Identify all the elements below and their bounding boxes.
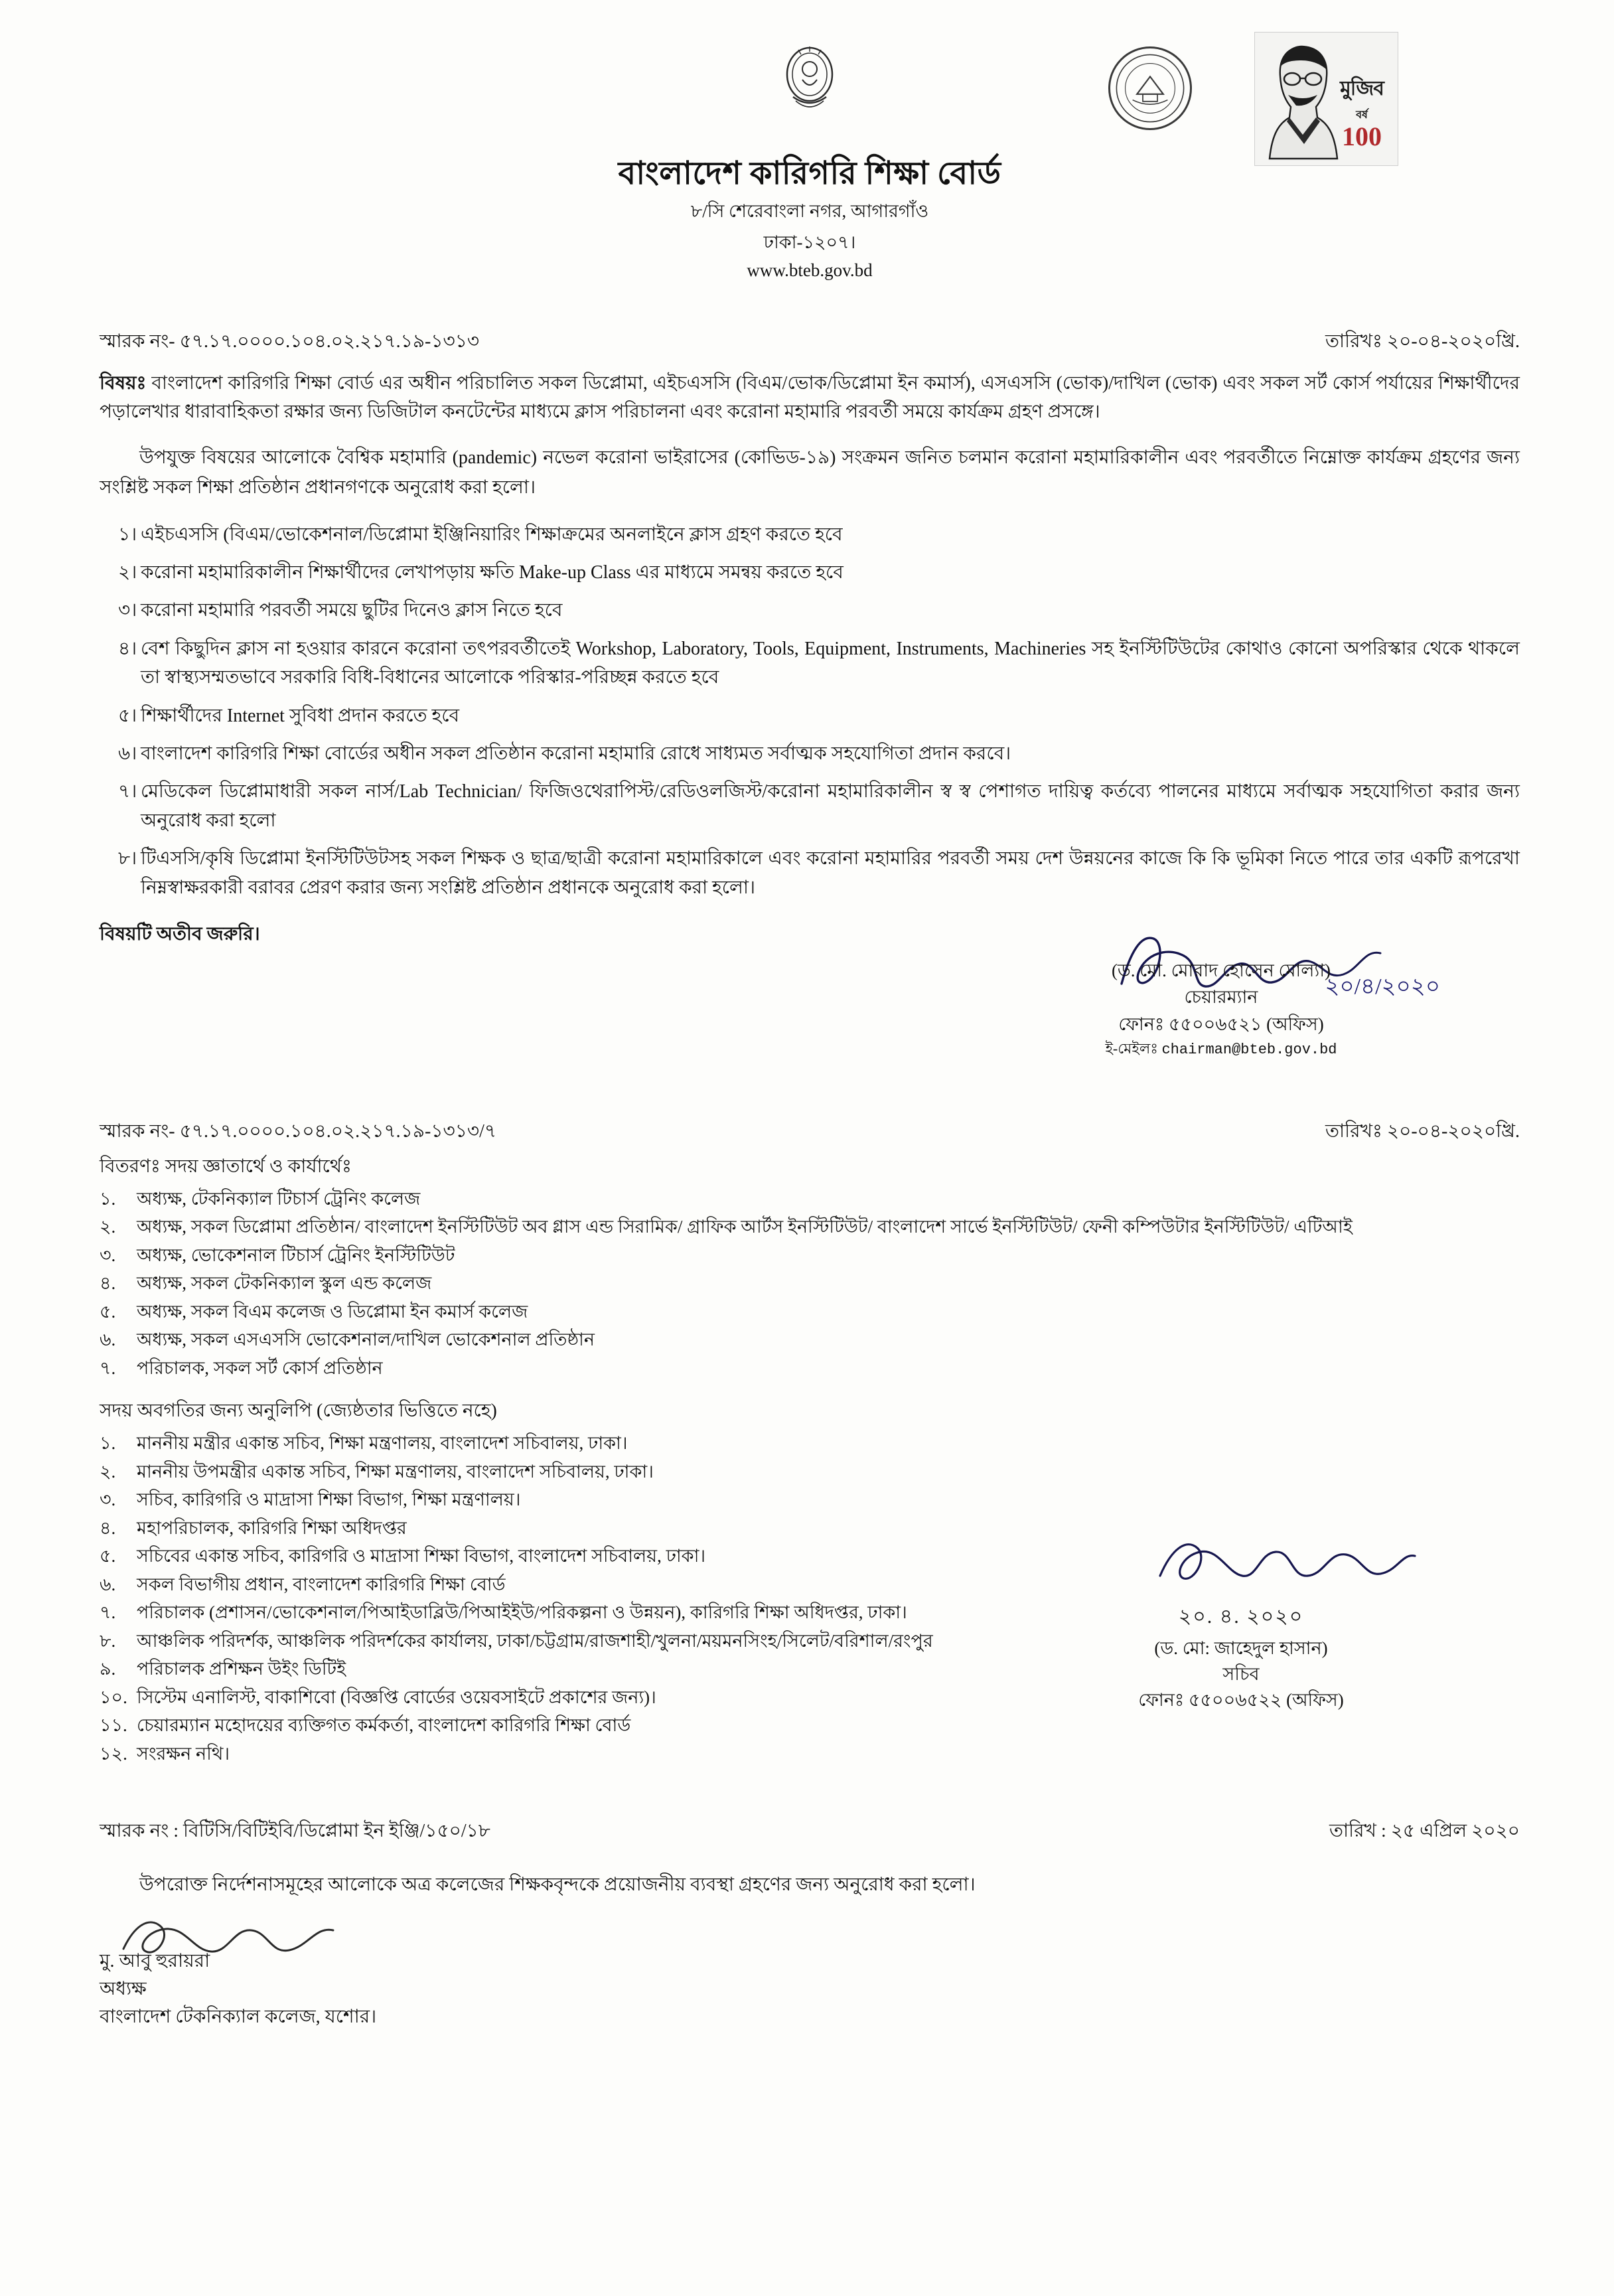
- list-item: [100, 1326, 1520, 1353]
- distribution-number: ৪.: [100, 1273, 116, 1294]
- chairman-name: (ড. মো. মোরাদ হোসেন মোল্যা): [1111, 960, 1331, 980]
- secretary-signature-date: ২০. ৪. ২০২০: [1178, 1606, 1304, 1628]
- principal-signature-icon: [119, 1910, 338, 1970]
- distribution-reference-row: [100, 1116, 1520, 1148]
- copy-text: আঞ্চলিক পরিদর্শক, আঞ্চলিক পরিদর্শকের কার্যালয়, ঢাকা/চট্টগ্রাম/রাজশাহী/খুলনা/ময়মনসিংহ/সিলেট/বরিশাল/রংপুর: [137, 1630, 933, 1651]
- distribution-text: অধ্যক্ষ, সকল এসএসসি ভোকেশনাল/দাখিল ভোকেশনাল প্রতিষ্ঠান: [137, 1330, 595, 1350]
- directive-number: ৪।: [118, 638, 137, 659]
- chairman-signature-date: ২০/৪/২০২০: [1325, 974, 1440, 999]
- subject-line: [100, 370, 1520, 426]
- mujib-line-3: 100: [1342, 121, 1382, 151]
- distribution-heading: বিতরণঃ সদয় জ্ঞাতার্থে ও কার্যার্থেঃ: [100, 1156, 352, 1177]
- list-item: [100, 558, 1520, 587]
- copy-text: মাননীয় উপমন্ত্রীর একান্ত সচিব, শিক্ষা মন্ত্রণালয়, বাংলাদেশ সচিবালয়, ঢাকা।: [137, 1461, 654, 1482]
- directive-number: ১।: [118, 524, 137, 545]
- list-item: [100, 1298, 1520, 1326]
- list-item: [100, 1186, 1520, 1213]
- mujib-borsho-text: [1330, 72, 1394, 149]
- list-item: [100, 635, 1520, 692]
- directive-number: ৬।: [118, 743, 137, 765]
- copy-text: মহাপরিচালক, কারিগরি শিক্ষা অধিদপ্তর: [137, 1517, 407, 1538]
- secretary-signature-icon: [1155, 1529, 1420, 1599]
- principal-name: মু. আবু হুরায়রা: [100, 1951, 210, 1972]
- urgent-note: বিষয়টি অতীব জরুরি।: [100, 923, 260, 945]
- distribution-list: [100, 1186, 1520, 1382]
- list-item: [100, 1486, 1520, 1513]
- distribution-text: অধ্যক্ষ, টেকনিক্যাল টিচার্স ট্রেনিং কলেজ: [137, 1188, 421, 1209]
- secretary-phone: ফোনঃ ৫৫০০৬৫২২ (অফিস): [1138, 1690, 1344, 1711]
- chairman-phone: ফোনঃ ৫৫০০৬৫২১ (অফিস): [1118, 1014, 1324, 1034]
- list-item: [100, 1213, 1520, 1241]
- copy-number: ১০.: [100, 1687, 127, 1707]
- copy-text: সকল বিভাগীয় প্রধান, বাংলাদেশ কারিগরি শিক্ষা বোর্ড: [137, 1574, 506, 1594]
- bangladesh-govt-emblem-icon: [773, 40, 846, 119]
- footer-reference-row: [100, 1816, 1520, 1847]
- list-item: [100, 1270, 1520, 1297]
- distribution-text: অধ্যক্ষ, সকল বিএম কলেজ ও ডিপ্লোমা ইন কমার্স কলেজ: [137, 1301, 528, 1322]
- directive-text: বেশ কিছুদিন ক্লাস না হওয়ার কারনে করোনা তৎপরবর্তীতেই Workshop, Laboratory, Tools, Equipment, Instruments, Machineries সহ ইনস্টিটিউটের কোথাও কোনো অপরিস্কার থেকে থাকলে তা স্বাস্থ্যসম্মতভাবে সরকারি বিধি-বিধানের আলোকে পরিস্কার-পরিচ্ছন্ন করতে হবে: [141, 638, 1520, 688]
- copy-number: ৯.: [100, 1659, 116, 1679]
- principal-designation: অধ্যক্ষ: [100, 1979, 147, 2000]
- copy-text: চেয়ারম্যান মহোদয়ের ব্যক্তিগত কর্মকর্তা, বাংলাদেশ কারিগরি শিক্ষা বোর্ড: [137, 1715, 631, 1736]
- secretary-designation: সচিব: [1222, 1664, 1260, 1685]
- distribution-number: ১.: [100, 1188, 116, 1209]
- directive-text: করোনা মহামারিকালীন শিক্ষার্থীদের লেখাপড়ায় ক্ষতি Make-up Class এর মাধ্যমে সমন্বয় করতে হবে: [141, 562, 844, 583]
- board-seal-icon: [1108, 46, 1192, 130]
- distribution-number: ২.: [100, 1217, 116, 1237]
- subject-label: বিষয়ঃ: [100, 373, 147, 394]
- letterhead: [100, 27, 1520, 312]
- organization-name: বাংলাদেশ কারিগরি শিক্ষা বোর্ড: [618, 156, 1001, 191]
- distribution-number: ৫.: [100, 1301, 116, 1322]
- copy-text: সিস্টেম এনালিস্ট, বাকাশিবো (বিজ্ঞপ্তি বোর্ডের ওয়েবসাইটে প্রকাশের জন্য)।: [137, 1687, 656, 1707]
- distribution-text: অধ্যক্ষ, ভোকেশনাল টিচার্স ট্রেনিং ইনস্টিটিউট: [137, 1245, 455, 1265]
- list-item: [100, 520, 1520, 549]
- list-item: [100, 1712, 1520, 1739]
- copy-to-heading: সদয় অবগতির জন্য অনুলিপি (জ্যেষ্ঠতার ভিত্তিতে নহে): [100, 1401, 497, 1422]
- copy-number: ৬.: [100, 1574, 116, 1594]
- copy-text: সচিব, কারিগরি ও মাদ্রাসা শিক্ষা বিভাগ, শিক্ষা মন্ত্রণালয়।: [137, 1490, 521, 1510]
- copy-number: ২.: [100, 1461, 116, 1482]
- copy-text: সচিবের একান্ত সচিব, কারিগরি ও মাদ্রাসা শিক্ষা বিভাগ, বাংলাদেশ সচিবালয়, ঢাকা।: [137, 1546, 706, 1567]
- footer-signature-block: [100, 1948, 1520, 2031]
- chairman-details: [969, 957, 1473, 1061]
- footer-date: তারিখ : ২৫ এপ্রিল ২০২০: [1329, 1821, 1520, 1842]
- list-item: [100, 739, 1520, 768]
- distribution-date: তারিখঃ ২০-০৪-২০২০খ্রি.: [1325, 1120, 1520, 1142]
- copy-number: ৫.: [100, 1546, 116, 1567]
- directive-list: [100, 520, 1520, 902]
- copy-text: মাননীয় মন্ত্রীর একান্ত সচিব, শিক্ষা মন্ত্রণালয়, বাংলাদেশ সচিবালয়, ঢাকা।: [137, 1433, 628, 1454]
- copy-number: ১২.: [100, 1743, 127, 1764]
- copy-number: ১১.: [100, 1715, 127, 1736]
- distribution-number: ৬.: [100, 1330, 116, 1350]
- directive-text: এইচএসসি (বিএম/ভোকেশনাল/ডিপ্লোমা ইঞ্জিনিয়ারিং শিক্ষাক্রমের অনলাইনে ক্লাস গ্রহণ করতে হবে: [141, 524, 843, 545]
- directive-text: টিএসসি/কৃষি ডিপ্লোমা ইনস্টিটিউটসহ সকল শিক্ষক ও ছাত্র/ছাত্রী করোনা মহামারিকালে এবং করোনা মহামারির পরবর্তী সময় দেশ উন্নয়নের কাজে কি কি ভূমিকা নিতে পারে তার একটি রূপরেখা নিম্নস্বাক্ষরকারী বরাবর প্রেরণ করার জন্য সংশ্লিষ্ট প্রতিষ্ঠান প্রধানকে অনুরোধ করা হলো।: [141, 848, 1520, 898]
- organization-website: www.bteb.gov.bd: [747, 260, 873, 280]
- organization-address-line-2: ঢাকা-১২০৭।: [763, 232, 856, 252]
- list-item: [100, 844, 1520, 902]
- mujib-borsho-logo: [1254, 32, 1398, 166]
- copy-text: সংরক্ষন নথি।: [137, 1743, 230, 1764]
- list-item: [100, 1355, 1520, 1382]
- mujib-line-2: বর্ষ: [1356, 110, 1368, 121]
- directive-number: ৫।: [118, 705, 137, 726]
- memo-reference-row: [100, 327, 1520, 358]
- copy-text: পরিচালক প্রশিক্ষন উইং ডিটিই: [137, 1659, 346, 1679]
- footer-paragraph: উপরোক্ত নির্দেশনাসমূহের আলোকে অত্র কলেজের শিক্ষকবৃন্দকে প্রয়োজনীয় ব্যবস্থা গ্রহণের জন্য অনুরোধ করা হলো।: [139, 1875, 976, 1896]
- copy-number: ৭.: [100, 1602, 116, 1623]
- list-item: [100, 1740, 1520, 1768]
- chairman-email[interactable]: chairman@bteb.gov.bd: [1161, 1041, 1337, 1059]
- copy-number: ১.: [100, 1433, 116, 1454]
- footer-reference-number: স্মারক নং : বিটিসি/বিটিইবি/ডিপ্লোমা ইন ইঞ্জি/১৫০/১৮: [100, 1821, 490, 1842]
- list-item: [100, 777, 1520, 835]
- copy-text: পরিচালক (প্রশাসন/ভোকেশনাল/পিআইডাব্লিউ/পিআইইউ/পরিকল্পনা ও উন্নয়ন), কারিগরি শিক্ষা অধিদপ্তর, ঢাকা।: [137, 1602, 907, 1623]
- directive-number: ৮।: [118, 848, 137, 870]
- distribution-number: ৭.: [100, 1357, 116, 1378]
- directive-number: ৩।: [118, 600, 137, 621]
- distribution-reference-number: স্মারক নং- ৫৭.১৭.০০০০.১০৪.০২.২১৭.১৯-১৩১৩/৭: [100, 1120, 497, 1142]
- distribution-text: অধ্যক্ষ, সকল টেকনিক্যাল স্কুল এন্ড কলেজ: [137, 1273, 432, 1294]
- memo-reference-number: স্মারক নং- ৫৭.১৭.০০০০.১০৪.০২.২১৭.১৯-১৩১৩: [100, 331, 480, 352]
- secretary-details: [1035, 1602, 1447, 1713]
- directive-text: শিক্ষার্থীদের Internet সুবিধা প্রদান করতে হবে: [141, 705, 460, 726]
- chairman-designation: চেয়ারম্যান: [1184, 987, 1258, 1008]
- memo-date: তারিখঃ ২০-০৪-২০২০খ্রি.: [1325, 331, 1520, 352]
- document-body: [100, 27, 1520, 2031]
- directive-number: ৭।: [118, 781, 137, 803]
- copy-number: ৩.: [100, 1490, 116, 1510]
- signature-block-chairman: [100, 957, 1520, 1110]
- distribution-text: পরিচালক, সকল সর্ট কোর্স প্রতিষ্ঠান: [137, 1357, 383, 1378]
- principal-institution: বাংলাদেশ টেকনিক্যাল কলেজ, যশোর।: [100, 2007, 377, 2028]
- email-label: ই-মেইলঃ: [1105, 1040, 1158, 1057]
- distribution-text: অধ্যক্ষ, সকল ডিপ্লোমা প্রতিষ্ঠান/ বাংলাদেশ ইনস্টিটিউট অব গ্লাস এন্ড সিরামিক/ গ্রাফিক আর্টস ইনস্টিটিউট/ বাংলাদেশ সার্ভে ইনস্টিটিউট/ ফেনী কম্পিউটার ইনস্টিটিউট/ এটিআই: [137, 1217, 1353, 1237]
- secretary-name: (ড. মো: জাহেদুল হাসান): [1154, 1638, 1328, 1658]
- chairman-email-line: [969, 1037, 1473, 1061]
- distribution-number: ৩.: [100, 1245, 116, 1265]
- directive-text: মেডিকেল ডিপ্লোমাধারী সকল নার্স/Lab Technician/ ফিজিওথেরাপিস্ট/রেডিওলজিস্ট/করোনা মহামারিকালীন স্ব স্ব পেশাগত দায়িত্ব কর্তব্যে পালনের মাধ্যমে সর্বাত্মক সহযোগিতা করার জন্য অনুরোধ করা হলো: [141, 781, 1520, 831]
- board-seal-graphic: [1114, 52, 1187, 125]
- list-item: [100, 596, 1520, 625]
- list-item: [100, 1430, 1520, 1457]
- directive-number: ২।: [118, 562, 137, 583]
- directive-text: করোনা মহামারি পরবর্তী সময়ে ছুটির দিনেও ক্লাস নিতে হবে: [141, 600, 563, 621]
- copy-number: ৮.: [100, 1630, 116, 1651]
- intro-paragraph: উপযুক্ত বিষয়ের আলোকে বৈশ্বিক মহামারি (pandemic) নভেল করোনা ভাইরাসের (কোভিড-১৯) সংক্রমন জনিত চলমান করোনা মহামারিকালীন এবং পরবর্তীতে নিম্নোক্ত কার্যক্রম গ্রহণের জন্য সংশ্লিষ্ট সকল শিক্ষা প্রতিষ্ঠান প্রধানগণকে অনুরোধ করা হলো।: [100, 447, 1520, 498]
- list-item: [100, 1458, 1520, 1486]
- list-item: [100, 702, 1520, 730]
- list-item: [100, 1242, 1520, 1269]
- mujib-line-1: মুজিব: [1340, 78, 1384, 100]
- subject-text: বাংলাদেশ কারিগরি শিক্ষা বোর্ড এর অধীন পরিচালিত সকল ডিপ্লোমা, এইচএসসি (বিএম/ভোক/ডিপ্লোমা ইন কমার্স), এসএসসি (ভোক)/দাখিল (ভোক) এবং সকল সর্ট কোর্স পর্যায়ের শিক্ষার্থীদের পড়ালেখার ধারাবাহিকতা রক্ষার জন্য ডিজিটাল কনটেন্টের মাধ্যমে ক্লাস পরিচালনা এবং করোনা মহামারি পরবর্তী সময়ে কার্যক্রম গ্রহণ প্রসঙ্গে।: [100, 373, 1520, 422]
- copy-number: ৪.: [100, 1517, 116, 1538]
- organization-address-line-1: ৮/সি শেরেবাংলা নগর, আগারগাঁও: [690, 201, 929, 221]
- directive-text: বাংলাদেশ কারিগরি শিক্ষা বোর্ডের অধীন সকল প্রতিষ্ঠান করোনা মহামারি রোধে সাধ্যমত সর্বাত্মক সহযোগিতা প্রদান করবে।: [141, 743, 1011, 765]
